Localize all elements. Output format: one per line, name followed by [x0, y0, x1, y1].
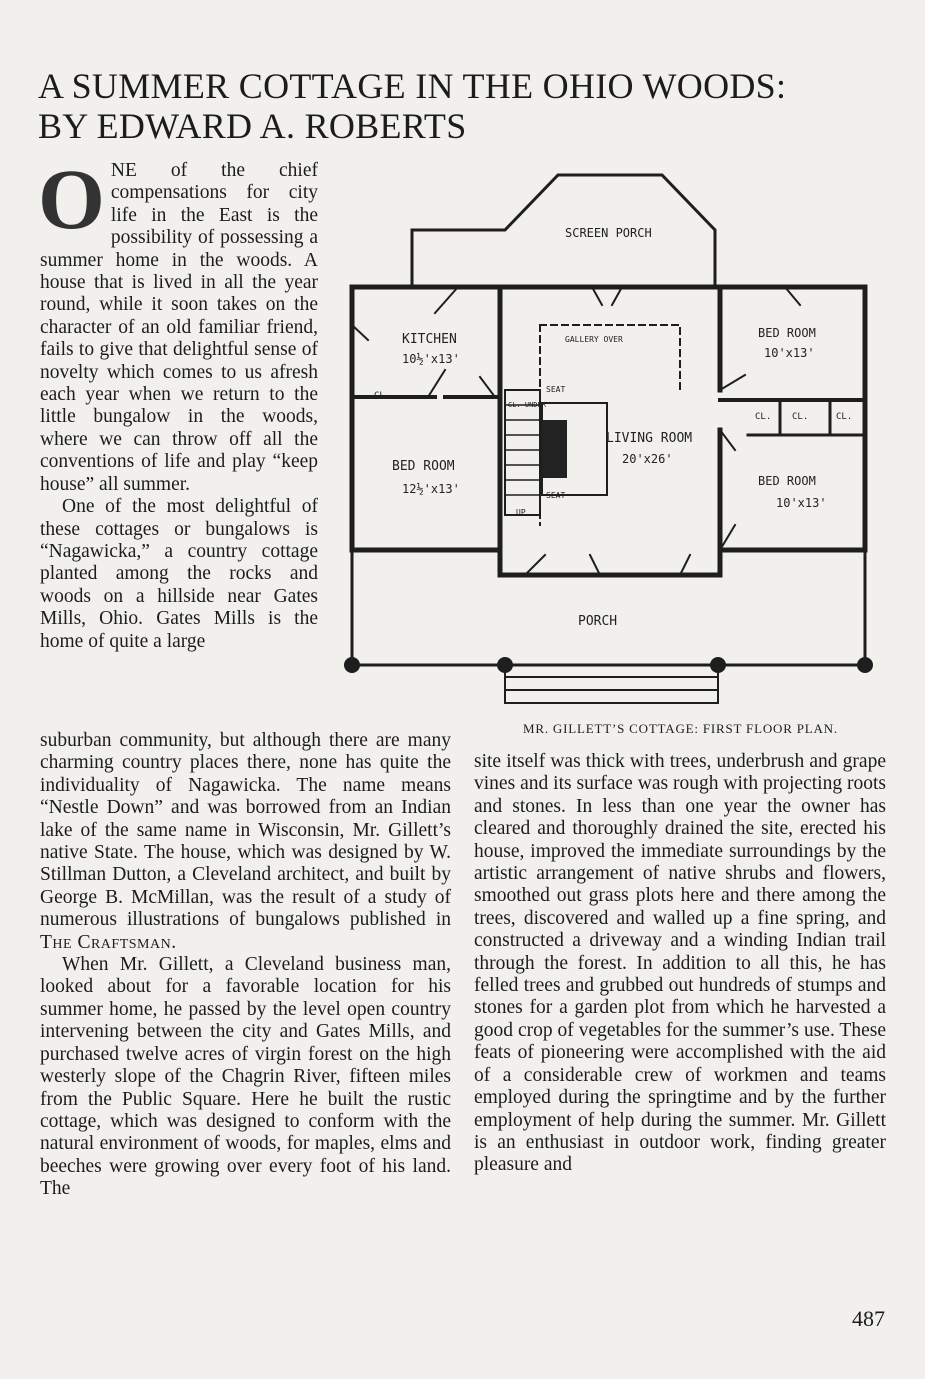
label-closet-a: CL.: [755, 412, 772, 422]
magazine-name: The Craftsman.: [40, 931, 177, 953]
label-closet-b: CL.: [792, 412, 809, 422]
paragraph-3: When Mr. Gillett, a Cleveland business man, looked about for a favorable location for his summer home, he passed by the level open country intervening between the city and Gates Mills, and purchased twelve acres of virgin forest on the high westerly slope of the Chagrin River, fifteen miles from the Public Square. Here he built the rustic cottage, which was designed to conform with the natural environment of woods, for maples, elms and beeches were growing over every foot of his land. The: [40, 954, 451, 1200]
label-living-room: LIVING ROOM: [606, 431, 693, 446]
floor-plan-drawing: [340, 165, 885, 710]
paragraph-1: [38, 151, 318, 496]
label-bed-room-w: BED ROOM: [392, 459, 455, 474]
page-number: 487: [852, 1306, 885, 1331]
label-kitchen-size: 10½'x13': [402, 352, 460, 366]
screen-porch-outline: [412, 175, 715, 287]
left-column-top: [38, 151, 318, 653]
label-closet-left: CL.: [374, 391, 391, 401]
paragraph-3-continued: site itself was thick with trees, underbrush and grape vines and its surface was rough with projecting roots and stones. In less than one year the owner has cleared and thoroughly drained the site, erected his house, improved the immediate surroundings by the artistic arrangement of native shrubs and flowers, smoothed out grass plots here and there among the trees, discovered and walled up a fine spring, and constructed a driveway and a winding Indian trail through the forest. In addition to all this, he has felled trees and grubbed out hundreds of stumps and stones for a garden plot from which he harvested a good crop of vegetables for the summer’s use. These feats of pioneering were accomplished with the aid of a considerable crew of workmen and teams employed during the springtime and by the further employment of help during the summer. Mr. Gillett is an enthusiast in outdoor work, finding greater pleasure and: [474, 751, 886, 1176]
article-title: [38, 66, 898, 146]
label-closet-c: CL.: [836, 412, 853, 422]
label-seat-bottom: SEAT: [546, 491, 566, 500]
paragraph-2-start: One of the most delightful of these cottages or bungalows is “Nagawicka,” a country cottage planted among the rocks and woods on a hillside near Gates Mills, Ohio. Gates Mills is the home of quite a large: [40, 496, 318, 652]
label-kitchen: KITCHEN: [402, 332, 457, 347]
title-line-2: BY EDWARD A. ROBERTS: [38, 106, 467, 146]
figure-caption: MR. GILLETT’S COTTAGE: FIRST FLOOR PLAN.: [523, 721, 838, 736]
title-line-1: A SUMMER COTTAGE IN THE OHIO WOODS:: [38, 66, 787, 106]
label-bed-room-ne: BED ROOM: [758, 326, 816, 340]
label-bed-room-e: BED ROOM: [758, 474, 816, 488]
right-column: [474, 751, 886, 1177]
label-up: UP: [516, 508, 526, 517]
label-gallery: GALLERY OVER: [565, 335, 623, 344]
label-bed-room-w-size: 12½'x13': [402, 482, 460, 496]
label-porch: PORCH: [578, 614, 618, 629]
label-bed-room-e-size: 10'x13': [776, 496, 827, 510]
stair-treads: [505, 405, 540, 495]
left-column-bottom: [40, 730, 451, 1201]
porch-steps: [505, 665, 718, 703]
paragraph-1-text: NE of the chief compensations for city life in the East is the possibility of possessing a summer home in the woods. A house that is lived in all the year round, while it soon takes on the character of an old familiar friend, fails to give that delightful sense of novelty which comes to us afresh each year when we return to the little bungalow in the woods, where we can throw off all the conventions of life and play “keep house” all summer.: [40, 160, 318, 495]
porch-outline: [352, 550, 865, 665]
drop-cap: O: [38, 151, 105, 247]
label-seat-top: SEAT: [546, 385, 566, 394]
label-living-room-size: 20'x26': [622, 452, 673, 466]
porch-column: [344, 657, 360, 673]
paragraph-2-continued: suburban community, but although there are many charming country places there, none has quite the individuality of Nagawicka. The name means “Nestle Down” and was borrowed from an Indian lake of the same name in Wisconsin, Mr. Gillett’s native State. The house, which was designed by W. Stillman Dutton, a Cleveland architect, and built by George B. McMillan, was the result of a study of numerous illustrations of bungalows published in The Craftsman.: [40, 730, 451, 953]
label-closet-under: CL. UNDER: [508, 401, 546, 409]
label-bed-room-ne-size: 10'x13': [764, 346, 815, 360]
label-screen-porch: SCREEN PORCH: [565, 226, 652, 240]
